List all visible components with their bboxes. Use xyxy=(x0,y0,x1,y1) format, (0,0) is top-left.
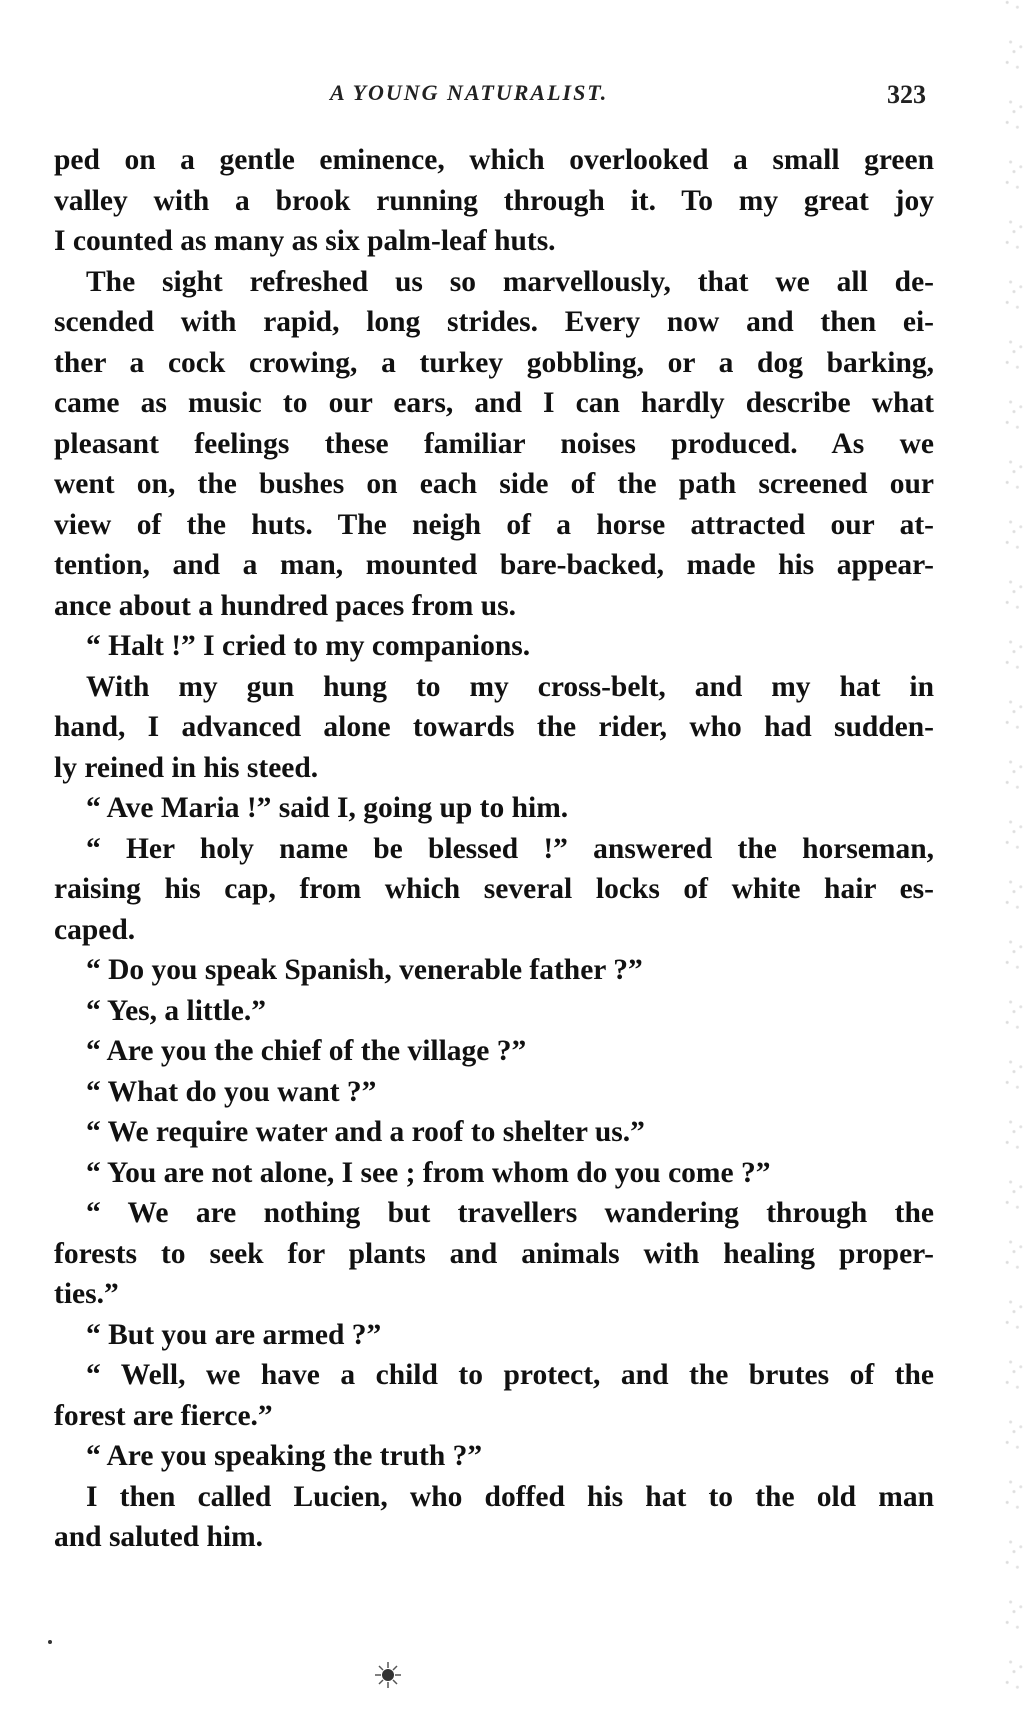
text-line: “ Are you the chief of the village ?” xyxy=(86,1035,527,1067)
text-line: “ Yes, a little.” xyxy=(86,994,266,1027)
text-line: forests to seek for plants and animals with healing proper- xyxy=(54,1237,934,1270)
text-line: “ Are you speaking the truth ?” xyxy=(86,1440,483,1472)
text-line: forest are fierce.” xyxy=(54,1399,273,1432)
text-line: “ Halt !” I cried to my companions. xyxy=(86,630,531,662)
text-line: went on, the bushes on each side of the path screened our xyxy=(54,468,934,500)
text-line: valley with a brook running through it. To my great joy xyxy=(54,184,934,217)
page-number: 323 xyxy=(887,80,926,109)
text-line: With my gun hung to my cross-belt, and my hat in xyxy=(86,670,934,703)
text-line: ance about a hundred paces from us. xyxy=(54,589,516,622)
text-line: came as music to our ears, and I can hardly describe what xyxy=(54,387,934,419)
text-line: caped. xyxy=(54,913,136,946)
text-line: The sight refreshed us so marvellously, that we all de- xyxy=(86,265,934,298)
text-line: pleasant feelings these familiar noises produced. As we xyxy=(54,427,934,460)
text-line: “ We are nothing but travellers wandering through the xyxy=(86,1197,934,1229)
page-edge-speckle xyxy=(997,0,1031,1719)
text-line: “ Her holy name be blessed !” answered the horseman, xyxy=(86,832,934,865)
text-line: “ What do you want ?” xyxy=(86,1075,377,1108)
text-line: view of the huts. The neigh of a horse attracted our at- xyxy=(54,508,934,541)
text-line: I then called Lucien, who doffed his hat to the old man xyxy=(86,1480,934,1513)
body-text xyxy=(54,140,934,1558)
running-title: A YOUNG NATURALIST. xyxy=(330,80,609,105)
text-line: ped on a gentle eminence, which overlooked a small green xyxy=(54,144,934,176)
text-line: “ You are not alone, I see ; from whom do you come ?” xyxy=(86,1156,771,1189)
ornament-icon xyxy=(373,1660,403,1690)
text-line: ther a cock crowing, a turkey gobbling, or a dog barking, xyxy=(54,346,934,379)
text-line: and saluted him. xyxy=(54,1521,264,1553)
text-line: raising his cap, from which several locks of white hair es- xyxy=(54,873,934,905)
text-line: “ Ave Maria !” said I, going up to him. xyxy=(86,792,569,824)
text-line: ly reined in his steed. xyxy=(54,751,319,784)
text-line: hand, I advanced alone towards the rider, who had sudden- xyxy=(54,711,934,743)
ink-speck xyxy=(48,1640,52,1644)
text-line: “ Well, we have a child to protect, and the brutes of the xyxy=(86,1359,934,1391)
text-line: scended with rapid, long strides. Every now and then ei- xyxy=(54,306,934,338)
text-line: I counted as many as six palm-leaf huts. xyxy=(54,225,556,257)
text-line: “ We require water and a roof to shelter us.” xyxy=(86,1116,645,1148)
text-line: tention, and a man, mounted bare-backed, made his appear- xyxy=(54,549,934,581)
text-line: ties.” xyxy=(54,1278,119,1310)
text-line: “ But you are armed ?” xyxy=(86,1318,382,1351)
text-line: “ Do you speak Spanish, venerable father ?” xyxy=(86,954,643,986)
